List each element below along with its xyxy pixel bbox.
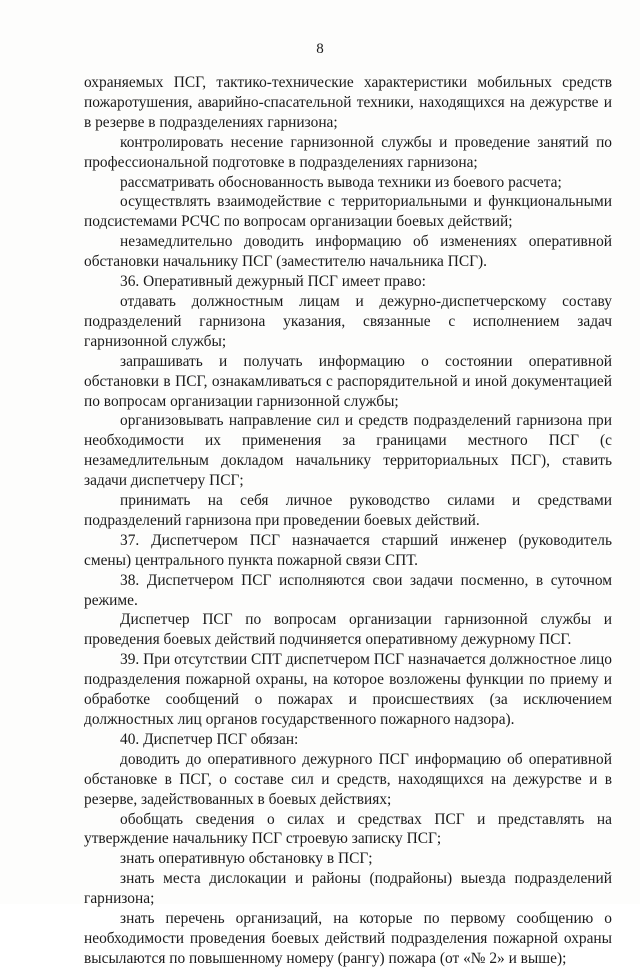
- paragraph: осуществлять взаимодействие с территориальными и функциональными подсистемами РСЧС по вопросам организации боевых действий;: [84, 193, 612, 231]
- section-heading-40: 40. Диспетчер ПСГ обязан:: [120, 730, 299, 748]
- paragraph: Диспетчер ПСГ по вопросам организации гарнизонной службы и проведения боевых действий подчиняется оперативному дежурному ПСГ.: [84, 611, 612, 649]
- section-39: 39. При отсутствии СПТ диспетчером ПСГ назначается должностное лицо подразделения пожарной охраны, на которое возложены функции по приему и обработке сообщений о пожарах и происшествиях (за исключением должностных лиц органов государственного пожарного надзора).: [84, 651, 612, 728]
- paragraph: контролировать несение гарнизонной службы и проведение занятий по профессиональной подготовке в подразделениях гарнизона;: [84, 133, 612, 171]
- section-37: 37. Диспетчером ПСГ назначается старший инженер (руководитель смены) центрального пункта пожарной связи СПТ.: [84, 531, 612, 569]
- paragraph: доводить до оперативного дежурного ПСГ информацию об оперативной обстановке в ПСГ, о составе сил и средств, находящихся на дежурстве и в резерве, задействованных в боевых действиях;: [84, 750, 612, 808]
- document-body: [84, 73, 612, 969]
- paragraph: организовывать направление сил и средств подразделений гарнизона при необходимости их применения за границами местного ПСГ (с незамедлительным докладом начальнику территориальных ПСГ), ставить задачи диспетчеру ПСГ;: [84, 412, 612, 490]
- paragraph: знать места дислокации и районы (подрайоны) выезда подразделений гарнизона;: [84, 870, 612, 908]
- paragraph: знать оперативную обстановку в ПСГ;: [120, 850, 373, 868]
- paragraph: рассматривать обоснованность вывода техники из боевого расчета;: [120, 173, 562, 191]
- paragraph: принимать на себя личное руководство силами и средствами подразделений гарнизона при проведении боевых действий.: [84, 492, 612, 529]
- paragraph: отдавать должностным лицам и дежурно-диспетчерскому составу подразделений гарнизона указания, связанные с исполнением задач гарнизонной службы;: [84, 292, 612, 350]
- paragraph: незамедлительно доводить информацию об изменениях оперативной обстановки начальнику ПСГ (заместителю начальника ПСГ).: [84, 233, 612, 271]
- paragraph: запрашивать и получать информацию о состоянии оперативной обстановки в ПСГ, ознакамливаться с распорядительной и иной документацией по вопросам организации гарнизонной службы;: [84, 352, 612, 410]
- section-38: 38. Диспетчером ПСГ исполняются свои задачи посменно, в суточном режиме.: [84, 571, 612, 609]
- paragraph: знать перечень организаций, на которые по первому сообщению о необходимости проведения боевых действий подразделения пожарной охраны высылаются по повышенному номеру (рангу) пожара (от «№ 2» и выше);: [84, 910, 612, 967]
- paragraph: обобщать сведения о силах и средствах ПСГ и представлять на утверждение начальнику ПСГ строевую записку ПСГ;: [84, 810, 612, 848]
- page-number: 8: [316, 41, 324, 57]
- paragraph: охраняемых ПСГ, тактико-технические характеристики мобильных средств пожаротушения, аварийно-спасательной техники, находящихся на дежурстве и в резерве в подразделениях гарнизона;: [84, 74, 612, 131]
- section-heading-36: 36. Оперативный дежурный ПСГ имеет право:: [120, 273, 426, 291]
